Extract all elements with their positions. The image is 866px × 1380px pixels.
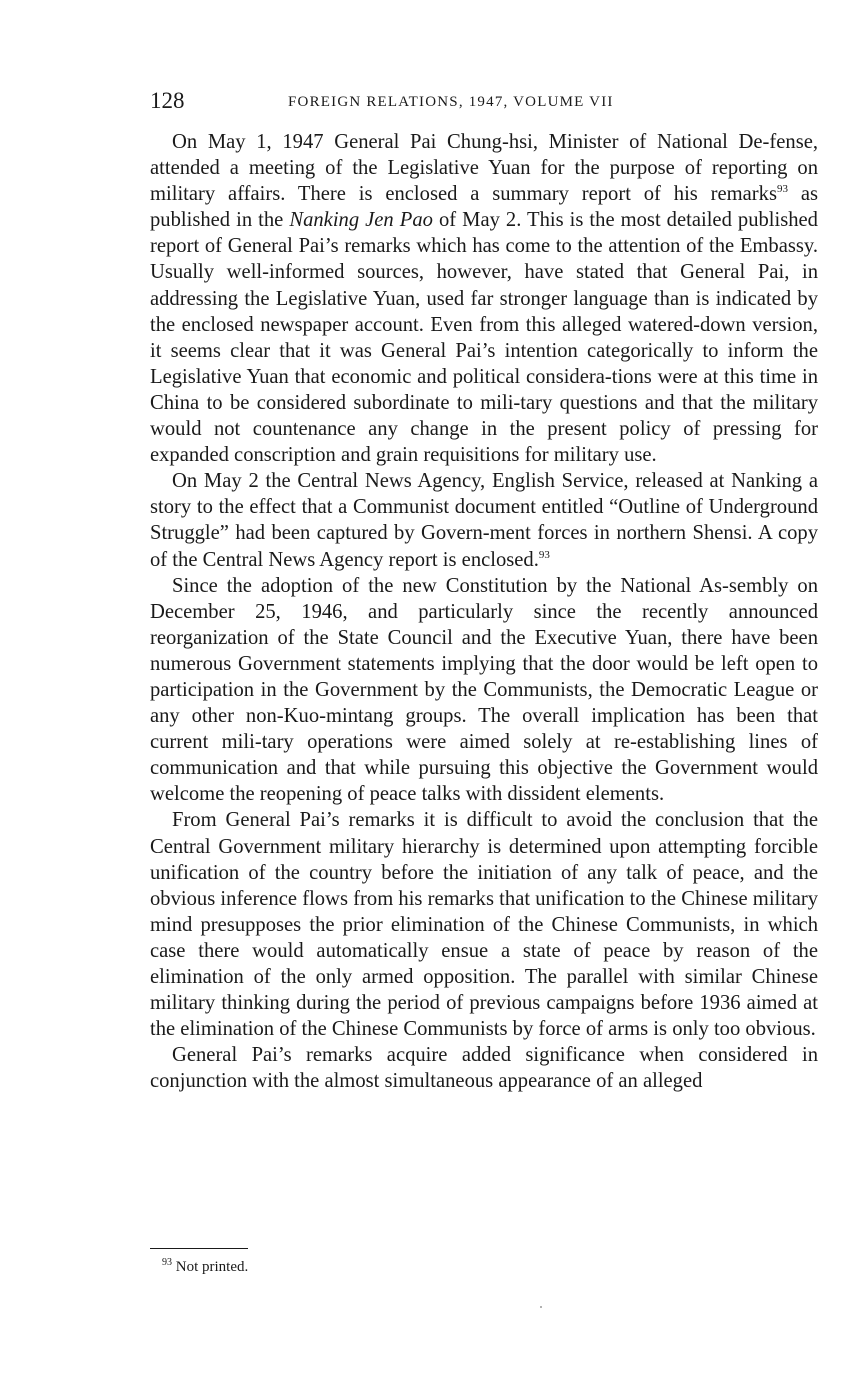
paragraph-1-text: On May 1, 1947 General Pai Chung-hsi, Minister of National De-fense, attended a meeting of the Legislative Yuan for the purpose of reporting on military affairs. There is enclosed a summary report of his remarks bbox=[150, 131, 818, 206]
scan-speck bbox=[540, 1306, 542, 1308]
footnote-reference: 93 bbox=[776, 183, 788, 196]
paragraph-2 bbox=[150, 468, 818, 572]
paragraph-3: Since the adoption of the new Constitution by the National As-sembly on December 25, 1946, and particularly since the recently announced reorganization of the State Council and the Executive Yuan, there have been numerous Government statements implying that the door would be left open to participation in the Government by the Communists, the Democratic League or any other non-Kuo-mintang groups. The overall implication has been that current mili-tary operations were aimed solely at re-establishing lines of communication and that while pursuing this objective the Government would welcome the reopening of peace talks with dissident elements. bbox=[150, 574, 818, 806]
newspaper-title: Nanking Jen Pao bbox=[289, 209, 433, 232]
paragraph-1 bbox=[150, 129, 818, 468]
footnote-reference: 93 bbox=[538, 548, 550, 561]
paragraph-1-text-2: as published in the bbox=[150, 183, 818, 232]
footnote-text: Not printed. bbox=[172, 1259, 249, 1275]
paragraph-2-text: On May 2 the Central News Agency, English Service, released at Nanking a story to the effect that a Communist document entitled “Outline of Underground Struggle” had been captured by Govern-ment forces in northern Shensi. A copy of the Central News Agency report is enclosed. bbox=[150, 470, 818, 571]
paragraph-5: General Pai’s remarks acquire added significance when considered in conjunction with the almost simultaneous appearance of an alleged bbox=[150, 1044, 818, 1093]
body-text bbox=[150, 129, 818, 1094]
footnote-divider bbox=[150, 1248, 248, 1249]
page-header bbox=[150, 86, 818, 116]
paragraph-4: From General Pai’s remarks it is difficult to avoid the conclusion that the Central Government military hierarchy is determined upon attempting forcible unification of the country before the initiation of any talk of peace, and the obvious inference flows from his remarks that unification to the Chinese military mind presupposes the prior elimination of the Chinese Communists, in which case there would automatically ensue a state of peace by reason of the elimination of the only armed opposition. The parallel with similar Chinese military thinking during the period of previous campaigns before 1936 aimed at the elimination of the Chinese Communists by force of arms is only too obvious. bbox=[150, 809, 818, 1041]
footnote-mark: 93 bbox=[162, 1257, 172, 1268]
page-number: 128 bbox=[150, 88, 185, 113]
paragraph-1-text-3: of May 2. This is the most detailed published report of General Pai’s remarks which has come to the attention of the Embassy. Usually well-informed sources, however, have stated that General Pai, in addressing the Legislative Yuan, used far stronger language than is indicated by the enclosed newspaper account. Even from this alleged watered-down version, it seems clear that it was General Pai’s intention categorically to inform the Legislative Yuan that economic and political considera-tions were at this time in China to be considered subordinate to mili-tary questions and that the military would not countenance any change in the present policy of pressing for expanded conscription and grain requisitions for military use. bbox=[150, 209, 818, 467]
running-title: FOREIGN RELATIONS, 1947, VOLUME VII bbox=[288, 94, 614, 110]
footnote bbox=[162, 1257, 248, 1277]
